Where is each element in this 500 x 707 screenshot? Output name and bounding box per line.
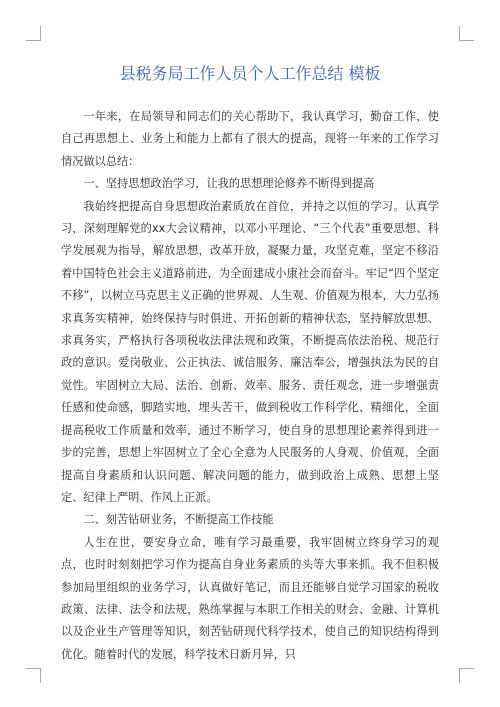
intro-paragraph: 一年来，在局领导和同志们的关心帮助下，我认真学习，勤奋工作，使自己再思想上、业务上和能力上都有了很大的提高，现将一年来的工作学习情况做以总结： — [61, 110, 439, 168]
document-title: 县税务局工作人员个人工作总结 模板 — [119, 64, 381, 83]
section-1-paragraph: 我始终把提高自身思想政治素质放在首位，并持之以恒的学习。认真学习，深刻理解党的xx大会议精神，以邓小平理论、“三个代表”重要思想、科学发展观为指导，解放思想，改革开放，凝聚力量，攻坚克难，坚定不移沿着中国特色社会主义道路前进，为全面建成小康社会而奋斗。牢记“四个坚定不移”，以树立马克思主义正确的世界观、人生观、价值观为根本，大力弘扬求真务实精神，始终保持与时俱进、开拓创新的精神状态，坚持解放思想、求真务实，严格执行各项税收法律法规和政策，不断提高依法治税、规范行政的意识。爱岗敬业、公正执法、诚信服务、廉洁奉公，增强执法为民的自觉性。牢固树立大局、法治、创新、效率、服务、责任观念，进一步增强责任感和使命感，脚踏实地，埋头苦干，做到税收工作科学化、精细化，全面提高税收工作质量和效率，通过不断学习，使自身的思想理论素养得到进一步的完善，思想上牢固树立了全心全意为人民服务的人身观、价值观，全面提高自身素质和认识问题、解决问题的能力，做到政治上成熟、思想上坚定、纪律上严明、作风上正派。 — [61, 199, 439, 504]
section-2-paragraph: 人生在世，要安身立命，唯有学习最重要，我牢固树立终身学习的观点，也时时刻刻把学习作为提高自身业务素质的头等大事来抓。我不但积极参加局里组织的业务学习，认真做好笔记，而且还能够自觉学习国家的税收政策、法律、法令和法规，熟练掌握与本职工作相关的财会、金融、计算机以及企业生产管理等知识，刻苦钻研现代科学技术，使自己的知识结构得到优化。随着时代的发展，科学技术日新月异，只 — [61, 535, 439, 661]
crop-mark-top-right — [459, 26, 474, 41]
crop-mark-bottom-right — [459, 668, 474, 683]
document-body — [61, 63, 439, 666]
section-heading-1: 一、坚持思想政治学习，让我的思想理论修养不断得到提高 — [83, 177, 375, 191]
section-heading-2: 二、刻苦钻研业务，不断提高工作技能 — [83, 513, 274, 527]
crop-mark-top-left — [26, 26, 41, 41]
crop-mark-bottom-left — [26, 668, 41, 683]
